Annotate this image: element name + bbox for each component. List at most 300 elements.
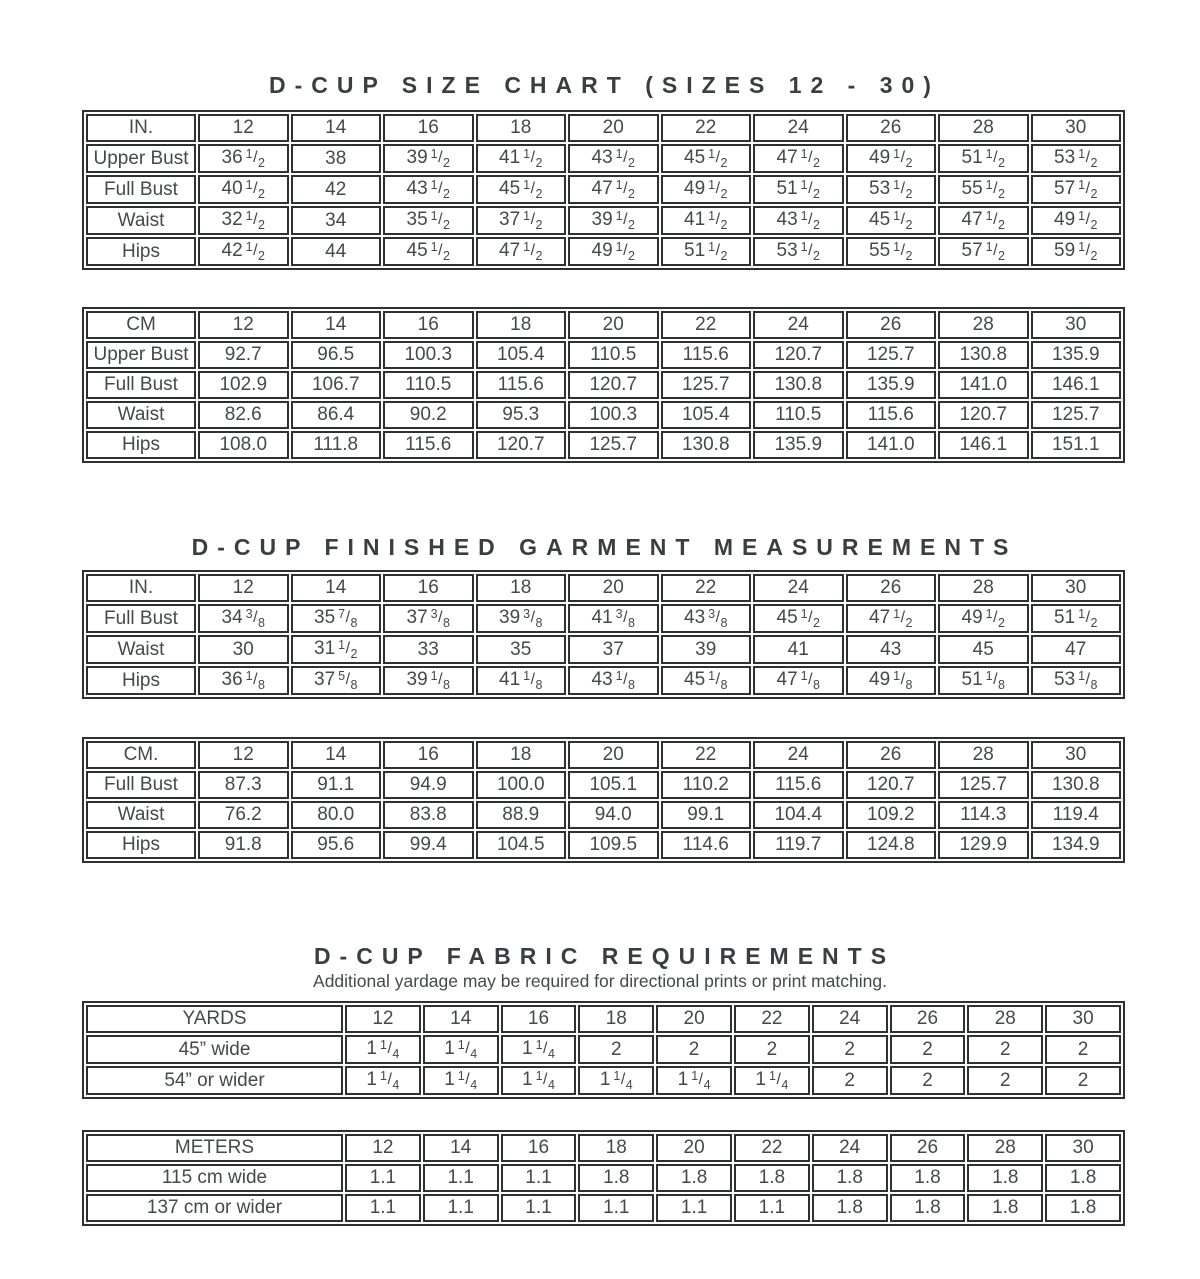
- size-column-header: 12: [345, 1134, 421, 1162]
- value-cell: 91.1: [291, 771, 382, 799]
- value-cell: 51 $^1$/2: [1031, 604, 1122, 633]
- value-cell: 130.8: [753, 371, 844, 399]
- value-cell: 114.3: [938, 801, 1029, 829]
- value-cell: 1 $^1$/4: [656, 1066, 732, 1095]
- value-cell: 1 $^1$/4: [345, 1066, 421, 1095]
- value-cell: 53 $^1$/2: [1031, 144, 1122, 173]
- value-cell: 141.0: [938, 371, 1029, 399]
- value-cell: 104.4: [753, 801, 844, 829]
- value-cell: 57 $^1$/2: [1031, 175, 1122, 204]
- size-column-header: 16: [383, 741, 474, 769]
- unit-label: IN.: [86, 114, 196, 142]
- value-cell: 51 $^1$/2: [938, 144, 1029, 173]
- value-cell: 1 $^1$/4: [501, 1035, 577, 1064]
- value-cell: 53 $^1$/8: [1031, 666, 1122, 695]
- value-cell: 1.8: [890, 1194, 966, 1222]
- fabric-requirements-note: Additional yardage may be required for directional prints or print matching.: [313, 971, 887, 991]
- size-column-header: 28: [938, 114, 1029, 142]
- fraction: $^1$/8: [893, 668, 913, 692]
- value-cell: 33: [383, 635, 474, 664]
- value-cell: 45 $^1$/2: [661, 144, 752, 173]
- value-cell: 49 $^1$/8: [846, 666, 937, 695]
- size-column-header: 22: [661, 574, 752, 602]
- value-cell: 47: [1031, 635, 1122, 664]
- size-column-header: 24: [812, 1005, 888, 1033]
- value-cell: 92.7: [198, 341, 289, 369]
- size-column-header: 20: [568, 741, 659, 769]
- fraction: $^1$/4: [380, 1068, 400, 1092]
- value-cell: 35 $^7$/8: [291, 604, 382, 633]
- value-cell: 104.5: [476, 831, 567, 859]
- finished-garment-title: D-CUP FINISHED GARMENT MEASUREMENTS: [191, 534, 1018, 560]
- size-column-header: 28: [938, 741, 1029, 769]
- value-cell: 1 $^1$/4: [501, 1066, 577, 1095]
- fraction: $^1$/4: [535, 1068, 555, 1092]
- value-cell: 124.8: [846, 831, 937, 859]
- value-cell: 115.6: [383, 431, 474, 459]
- value-cell: 1.8: [890, 1164, 966, 1192]
- value-cell: 1 $^1$/4: [345, 1035, 421, 1064]
- size-chart-centimeters-table: [82, 307, 1125, 463]
- row-label: Hips: [86, 237, 196, 266]
- value-cell: 39 $^1$/2: [568, 206, 659, 235]
- value-cell: 37 $^1$/2: [476, 206, 567, 235]
- value-cell: 55 $^1$/2: [938, 175, 1029, 204]
- value-cell: 1.1: [345, 1194, 421, 1222]
- value-cell: 35 $^1$/2: [383, 206, 474, 235]
- value-cell: 55 $^1$/2: [846, 237, 937, 266]
- value-cell: 49 $^1$/2: [661, 175, 752, 204]
- value-cell: 41 $^1$/8: [476, 666, 567, 695]
- value-cell: 1 $^1$/4: [423, 1066, 499, 1095]
- value-cell: 51 $^1$/2: [661, 237, 752, 266]
- fraction: $^1$/2: [800, 177, 820, 201]
- size-column-header: 26: [846, 311, 937, 339]
- value-cell: 80.0: [291, 801, 382, 829]
- size-column-header: 26: [890, 1005, 966, 1033]
- fraction: $^1$/4: [535, 1037, 555, 1061]
- table-row: [86, 175, 1121, 204]
- table-row: [86, 801, 1121, 829]
- value-cell: 141.0: [846, 431, 937, 459]
- fraction: $^1$/2: [985, 239, 1005, 263]
- value-cell: 41: [753, 635, 844, 664]
- header-row: [86, 1005, 1121, 1033]
- fraction: $^3$/8: [523, 606, 543, 630]
- size-column-header: 18: [476, 741, 567, 769]
- value-cell: 2: [967, 1035, 1043, 1064]
- value-cell: 45 $^1$/2: [383, 237, 474, 266]
- value-cell: 49 $^1$/2: [1031, 206, 1122, 235]
- value-cell: 2: [967, 1066, 1043, 1095]
- fraction: $^1$/2: [800, 146, 820, 170]
- size-column-header: 26: [846, 741, 937, 769]
- value-cell: 34: [291, 206, 382, 235]
- value-cell: 108.0: [198, 431, 289, 459]
- value-cell: 47 $^1$/2: [476, 237, 567, 266]
- value-cell: 151.1: [1031, 431, 1122, 459]
- value-cell: 94.0: [568, 801, 659, 829]
- value-cell: 37 $^5$/8: [291, 666, 382, 695]
- fraction: $^1$/2: [1078, 239, 1098, 263]
- fraction: $^1$/8: [1078, 668, 1098, 692]
- fraction: $^3$/8: [708, 606, 728, 630]
- value-cell: 1.8: [812, 1164, 888, 1192]
- header-row: [86, 574, 1121, 602]
- row-label: Waist: [86, 206, 196, 235]
- value-cell: 32 $^1$/2: [198, 206, 289, 235]
- row-label: Hips: [86, 666, 196, 695]
- row-label: Waist: [86, 801, 196, 829]
- size-column-header: 28: [938, 311, 1029, 339]
- value-cell: 43: [846, 635, 937, 664]
- unit-label: YARDS: [86, 1005, 343, 1033]
- value-cell: 35: [476, 635, 567, 664]
- size-column-header: 18: [476, 114, 567, 142]
- value-cell: 2: [890, 1035, 966, 1064]
- fraction: $^1$/2: [523, 177, 543, 201]
- value-cell: 110.5: [383, 371, 474, 399]
- value-cell: 1.1: [423, 1194, 499, 1222]
- value-cell: 45 $^1$/2: [476, 175, 567, 204]
- row-label: Full Bust: [86, 604, 196, 633]
- value-cell: 49 $^1$/2: [846, 144, 937, 173]
- fraction: $^1$/2: [245, 146, 265, 170]
- value-cell: 49 $^1$/2: [568, 237, 659, 266]
- fraction: $^1$/8: [800, 668, 820, 692]
- size-column-header: 22: [661, 311, 752, 339]
- size-column-header: 30: [1031, 114, 1122, 142]
- value-cell: 95.3: [476, 401, 567, 429]
- value-cell: 43 $^1$/2: [568, 144, 659, 173]
- fraction: $^1$/2: [523, 208, 543, 232]
- table-row: [86, 604, 1121, 633]
- fraction: $^1$/2: [893, 208, 913, 232]
- value-cell: 45 $^1$/2: [753, 604, 844, 633]
- fraction: $^1$/4: [691, 1068, 711, 1092]
- size-column-header: 20: [656, 1134, 732, 1162]
- size-column-header: 12: [198, 311, 289, 339]
- table-row: [86, 635, 1121, 664]
- fraction: $^1$/8: [708, 668, 728, 692]
- value-cell: 109.2: [846, 801, 937, 829]
- row-label: Full Bust: [86, 175, 196, 204]
- value-cell: 51 $^1$/2: [753, 175, 844, 204]
- value-cell: 87.3: [198, 771, 289, 799]
- fraction: $^1$/2: [523, 146, 543, 170]
- value-cell: 130.8: [938, 341, 1029, 369]
- value-cell: 90.2: [383, 401, 474, 429]
- size-column-header: 12: [198, 741, 289, 769]
- value-cell: 106.7: [291, 371, 382, 399]
- fraction: $^1$/4: [613, 1068, 633, 1092]
- size-column-header: 26: [890, 1134, 966, 1162]
- value-cell: 105.1: [568, 771, 659, 799]
- table-row: [86, 431, 1121, 459]
- size-column-header: 16: [383, 574, 474, 602]
- size-column-header: 30: [1031, 741, 1122, 769]
- row-label: 54” or wider: [86, 1066, 343, 1095]
- fraction: $^1$/2: [800, 208, 820, 232]
- fraction: $^1$/2: [615, 146, 635, 170]
- value-cell: 2: [1045, 1066, 1121, 1095]
- value-cell: 49 $^1$/2: [938, 604, 1029, 633]
- value-cell: 43 $^1$/8: [568, 666, 659, 695]
- value-cell: 34 $^3$/8: [198, 604, 289, 633]
- value-cell: 88.9: [476, 801, 567, 829]
- value-cell: 115.6: [661, 341, 752, 369]
- fabric-meters-table: [82, 1130, 1125, 1226]
- fraction: $^1$/2: [1078, 208, 1098, 232]
- fraction: $^1$/2: [245, 208, 265, 232]
- value-cell: 115.6: [476, 371, 567, 399]
- fraction: $^1$/4: [457, 1068, 478, 1092]
- size-column-header: 24: [753, 311, 844, 339]
- size-column-header: 24: [812, 1134, 888, 1162]
- finished-garment-inches-table: [82, 570, 1125, 699]
- value-cell: 100.3: [383, 341, 474, 369]
- value-cell: 57 $^1$/2: [938, 237, 1029, 266]
- value-cell: 99.4: [383, 831, 474, 859]
- fraction: $^1$/2: [1078, 146, 1098, 170]
- value-cell: 1.1: [423, 1164, 499, 1192]
- value-cell: 120.7: [753, 341, 844, 369]
- fraction: $^1$/2: [245, 239, 265, 263]
- value-cell: 40 $^1$/2: [198, 175, 289, 204]
- value-cell: 130.8: [661, 431, 752, 459]
- table-row: [86, 1066, 1121, 1095]
- value-cell: 43 $^3$/8: [661, 604, 752, 633]
- size-column-header: 16: [383, 311, 474, 339]
- row-label: Full Bust: [86, 771, 196, 799]
- value-cell: 39 $^1$/8: [383, 666, 474, 695]
- value-cell: 31 $^1$/2: [291, 635, 382, 664]
- value-cell: 41 $^3$/8: [568, 604, 659, 633]
- size-column-header: 12: [198, 114, 289, 142]
- value-cell: 76.2: [198, 801, 289, 829]
- size-column-header: 26: [846, 114, 937, 142]
- unit-label: METERS: [86, 1134, 343, 1162]
- value-cell: 125.7: [846, 341, 937, 369]
- value-cell: 82.6: [198, 401, 289, 429]
- fraction: $^1$/8: [430, 668, 450, 692]
- value-cell: 30: [198, 635, 289, 664]
- value-cell: 135.9: [753, 431, 844, 459]
- fraction: $^7$/8: [338, 606, 358, 630]
- size-column-header: 14: [423, 1005, 499, 1033]
- value-cell: 1 $^1$/4: [423, 1035, 499, 1064]
- size-column-header: 30: [1045, 1005, 1121, 1033]
- value-cell: 105.4: [661, 401, 752, 429]
- unit-label: CM: [86, 311, 196, 339]
- value-cell: 1.8: [967, 1164, 1043, 1192]
- table-row: [86, 1035, 1121, 1064]
- fraction: $^1$/2: [1078, 177, 1098, 201]
- table-row: [86, 1194, 1121, 1222]
- fraction: $^1$/2: [800, 239, 820, 263]
- value-cell: 1.8: [967, 1194, 1043, 1222]
- table-row: [86, 666, 1121, 695]
- value-cell: 100.0: [476, 771, 567, 799]
- value-cell: 1.1: [345, 1164, 421, 1192]
- value-cell: 125.7: [568, 431, 659, 459]
- size-column-header: 14: [423, 1134, 499, 1162]
- value-cell: 42 $^1$/2: [198, 237, 289, 266]
- fraction: $^1$/8: [615, 668, 635, 692]
- size-column-header: 30: [1031, 574, 1122, 602]
- header-row: [86, 1134, 1121, 1162]
- fraction: $^1$/4: [768, 1068, 789, 1092]
- value-cell: 39 $^1$/2: [383, 144, 474, 173]
- fraction: $^1$/2: [245, 177, 265, 201]
- fraction: $^1$/2: [893, 146, 913, 170]
- value-cell: 44: [291, 237, 382, 266]
- fraction: $^1$/2: [985, 208, 1005, 232]
- size-column-header: 28: [967, 1134, 1043, 1162]
- value-cell: 146.1: [938, 431, 1029, 459]
- fraction: $^1$/2: [708, 177, 728, 201]
- value-cell: 37: [568, 635, 659, 664]
- size-chart-inches-table: [82, 110, 1125, 270]
- fraction: $^1$/2: [430, 177, 450, 201]
- fraction: $^1$/2: [430, 208, 450, 232]
- row-label: Waist: [86, 401, 196, 429]
- size-column-header: 30: [1031, 311, 1122, 339]
- fraction: $^1$/2: [985, 606, 1005, 630]
- size-column-header: 20: [656, 1005, 732, 1033]
- size-column-header: 16: [501, 1134, 577, 1162]
- fraction: $^1$/2: [615, 239, 635, 263]
- value-cell: 47 $^1$/2: [753, 144, 844, 173]
- size-column-header: 20: [568, 574, 659, 602]
- value-cell: 111.8: [291, 431, 382, 459]
- value-cell: 120.7: [476, 431, 567, 459]
- size-column-header: 28: [938, 574, 1029, 602]
- value-cell: 99.1: [661, 801, 752, 829]
- value-cell: 95.6: [291, 831, 382, 859]
- value-cell: 110.5: [753, 401, 844, 429]
- value-cell: 2: [656, 1035, 732, 1064]
- fraction: $^1$/2: [430, 239, 450, 263]
- value-cell: 2: [812, 1035, 888, 1064]
- value-cell: 94.9: [383, 771, 474, 799]
- value-cell: 1.8: [578, 1164, 654, 1192]
- fraction: $^1$/2: [708, 239, 728, 263]
- size-column-header: 18: [476, 574, 567, 602]
- value-cell: 125.7: [661, 371, 752, 399]
- size-column-header: 18: [578, 1134, 654, 1162]
- value-cell: 1.1: [501, 1194, 577, 1222]
- value-cell: 51 $^1$/8: [938, 666, 1029, 695]
- size-column-header: 24: [753, 114, 844, 142]
- value-cell: 1.1: [734, 1194, 810, 1222]
- value-cell: 135.9: [1031, 341, 1122, 369]
- size-column-header: 22: [734, 1134, 810, 1162]
- value-cell: 42: [291, 175, 382, 204]
- size-column-header: 28: [967, 1005, 1043, 1033]
- size-column-header: 16: [501, 1005, 577, 1033]
- size-column-header: 22: [661, 114, 752, 142]
- value-cell: 43 $^1$/2: [753, 206, 844, 235]
- row-label: Hips: [86, 431, 196, 459]
- table-row: [86, 341, 1121, 369]
- table-row: [86, 1164, 1121, 1192]
- value-cell: 2: [578, 1035, 654, 1064]
- value-cell: 1 $^1$/4: [734, 1066, 810, 1095]
- header-row: [86, 311, 1121, 339]
- value-cell: 91.8: [198, 831, 289, 859]
- fraction: $^1$/2: [338, 637, 358, 661]
- header-row: [86, 741, 1121, 769]
- fraction: $^1$/2: [985, 177, 1005, 201]
- size-column-header: 22: [661, 741, 752, 769]
- fraction: $^1$/2: [708, 208, 728, 232]
- value-cell: 83.8: [383, 801, 474, 829]
- size-column-header: 22: [734, 1005, 810, 1033]
- value-cell: 59 $^1$/2: [1031, 237, 1122, 266]
- value-cell: 47 $^1$/2: [938, 206, 1029, 235]
- value-cell: 119.4: [1031, 801, 1122, 829]
- value-cell: 105.4: [476, 341, 567, 369]
- size-column-header: 18: [578, 1005, 654, 1033]
- table-row: [86, 144, 1121, 173]
- fabric-requirements-title: D-CUP FABRIC REQUIREMENTS: [313, 943, 896, 969]
- size-column-header: 26: [846, 574, 937, 602]
- row-label: Full Bust: [86, 371, 196, 399]
- value-cell: 38: [291, 144, 382, 173]
- fraction: $^1$/2: [615, 177, 635, 201]
- fraction: $^1$/2: [523, 239, 543, 263]
- value-cell: 115.6: [846, 401, 937, 429]
- fraction: $^5$/8: [338, 668, 358, 692]
- size-column-header: 14: [291, 741, 382, 769]
- value-cell: 1.8: [734, 1164, 810, 1192]
- value-cell: 45 $^1$/2: [846, 206, 937, 235]
- value-cell: 2: [734, 1035, 810, 1064]
- table-row: [86, 371, 1121, 399]
- fraction: $^3$/8: [245, 606, 265, 630]
- value-cell: 2: [890, 1066, 966, 1095]
- value-cell: 53 $^1$/2: [753, 237, 844, 266]
- value-cell: 110.5: [568, 341, 659, 369]
- value-cell: 125.7: [938, 771, 1029, 799]
- value-cell: 120.7: [846, 771, 937, 799]
- value-cell: 41 $^1$/2: [476, 144, 567, 173]
- value-cell: 2: [812, 1066, 888, 1095]
- row-label: Upper Bust: [86, 144, 196, 173]
- value-cell: 45: [938, 635, 1029, 664]
- value-cell: 37 $^3$/8: [383, 604, 474, 633]
- value-cell: 47 $^1$/8: [753, 666, 844, 695]
- size-column-header: 12: [345, 1005, 421, 1033]
- value-cell: 1.1: [578, 1194, 654, 1222]
- size-column-header: 14: [291, 311, 382, 339]
- size-chart-title: D-CUP SIZE CHART (SIZES 12 - 30): [269, 72, 940, 98]
- fraction: $^1$/8: [245, 668, 265, 692]
- fraction: $^1$/2: [893, 606, 913, 630]
- value-cell: 41 $^1$/2: [661, 206, 752, 235]
- unit-label: CM.: [86, 741, 196, 769]
- size-column-header: 20: [568, 311, 659, 339]
- fraction: $^3$/8: [430, 606, 450, 630]
- table-row: [86, 401, 1121, 429]
- size-column-header: 30: [1045, 1134, 1121, 1162]
- value-cell: 115.6: [753, 771, 844, 799]
- fraction: $^1$/2: [893, 239, 913, 263]
- value-cell: 1.8: [812, 1194, 888, 1222]
- value-cell: 53 $^1$/2: [846, 175, 937, 204]
- fraction: $^1$/8: [523, 668, 543, 692]
